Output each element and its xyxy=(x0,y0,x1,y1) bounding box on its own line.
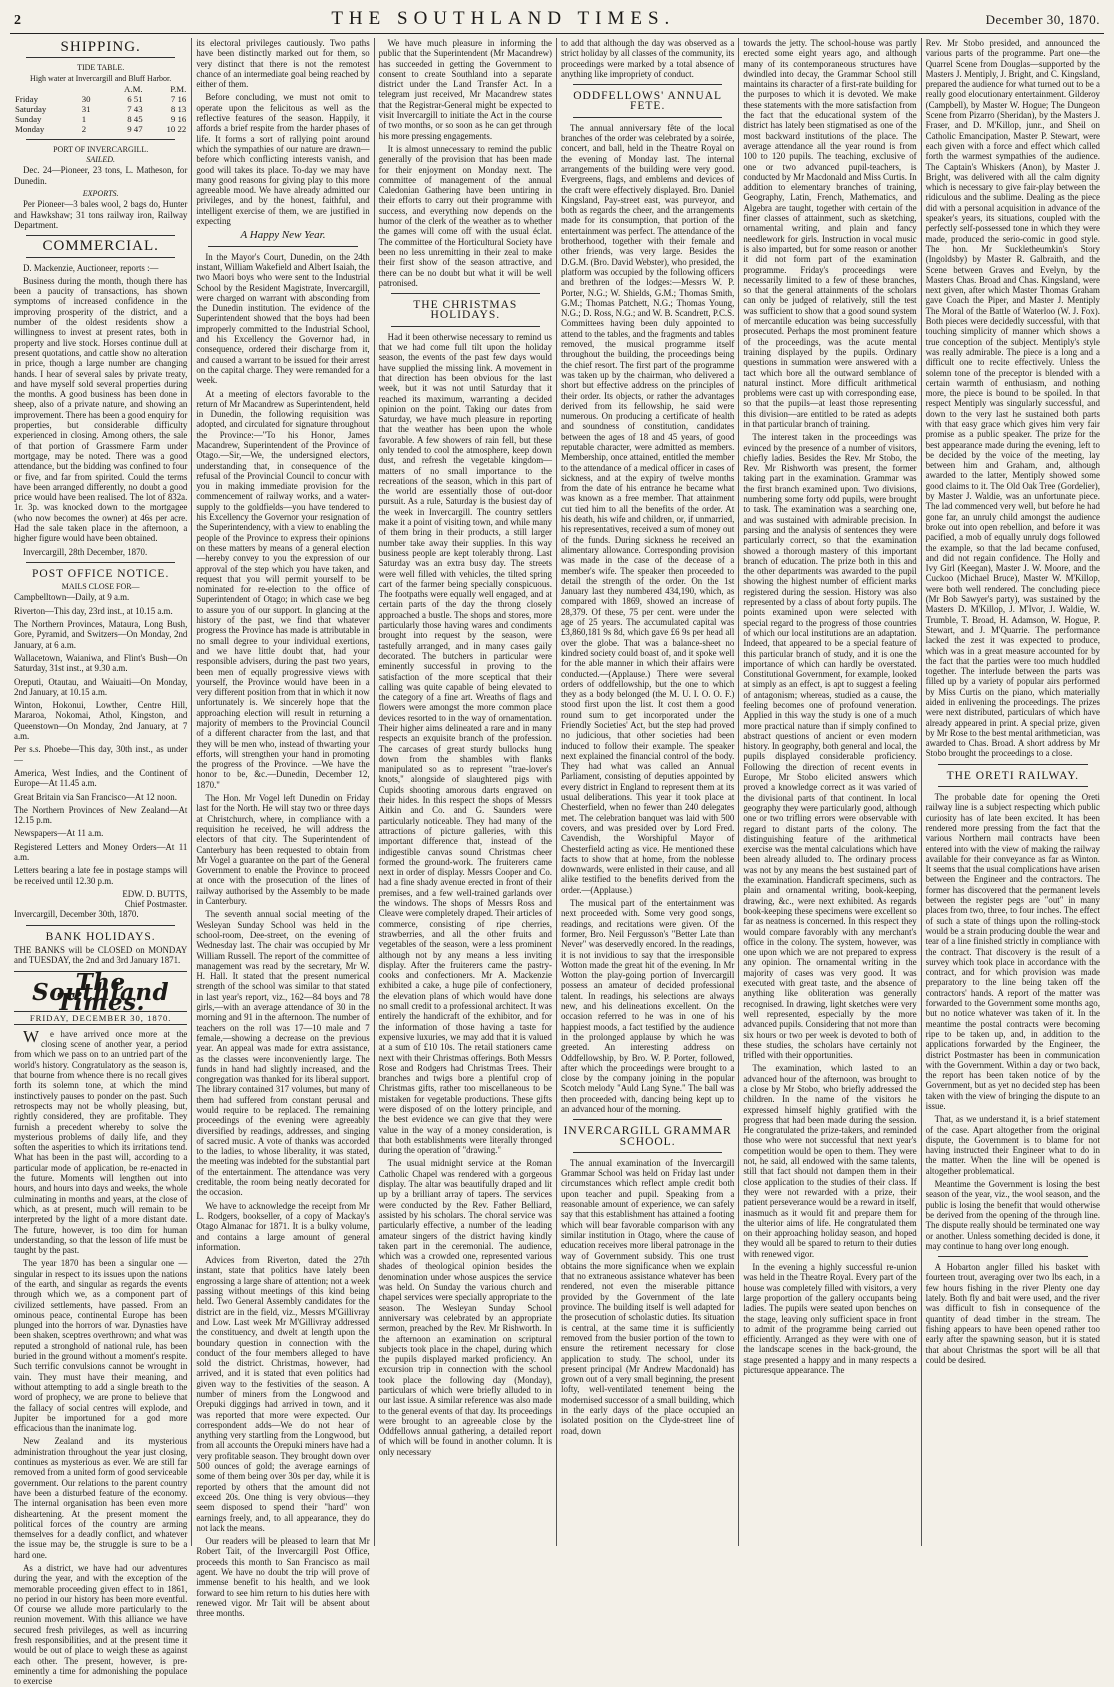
article-paragraph: The probable date for opening the Oreti railway line is a subject respecting which public curiosity has of late been excited. It has been rendered more pressing from the fact that the various Northern mail contracts have been entered into with the view of making the railway available for their conveyance as far as Winton. It seems that the usual complications have arisen between the Engineer and the contractors. The former has discovered that the permanent levels between the register pegs are "out" in many places from two, three, to four inches. The effect of such a state of things upon the rolling-stock would be a strain producing double the wear and tear of a line finished strictly in compliance with the contract. That discovery is the result of a survey which took place in accordance with the contract, and for which provision was made preparatory to the line being taken off the contractors' hands. A report of the matter was forwarded to the Government some months ago, but no notice whatever was taken of it. In the meantime the postal contracts were becoming ripe to be taken up, and, in addition to the applications forwarded by the Engineer, the district Postmaster has been in communication with the Government. Within a day or two back, the report has been taken notice of by the Government, but as yet no decided step has been taken with the view of bringing the dispute to an issue. xyxy=(925,792,1100,1111)
leader-paragraph: The year 1870 has been a singular one —singular in respect to its issues upon the nations of the earth, and singular as regards the events through which we, as a component part of civilized settlements, have passed. From an ominous peace, continental Europe has been plunged into the horrors of war. Dynasties have been shaken, sceptres overthrown; and what was reputed a stronghold of national rule, has been buried in the ground without a moment's respite. Such terrific convulsions cannot be wrought in vain. They must have their meaning, and without attempting to add a single breath to the word of prophecy, we are prone to believe that the fallacy of social centres will explode, and Jupiter be importuned for a god more efficacious than the inanimate log. xyxy=(14,1258,188,1434)
tide-col-header xyxy=(81,84,103,94)
column-4 xyxy=(557,38,739,1546)
divider xyxy=(26,257,175,258)
article-paragraph: The annual anniversary fête of the local branches of the order was celebrated by a soirée, concert, and ball, held in the Theatre Royal on the evening of Monday last. The internal arrangements of the building were very good. Evergreens, flags, and emblems and devices of the craft were effectively displayed. Bro. Daniel Kingsland, Pay-street east, was purveyor, and both as regards the cheer, and the arrangements made for its consumption, that portion of the entertainment was perfect. The attendance of the brotherhood, together with their female and other friends, was very large. Besides the D.G.M. (Bro. David Webster), who presided, the platform was occupied by the following officers and brethren of the lodges:—Messrs W. P. Porter, N.G.; W. Shields, G.M.; Thomas Smith, G.M.; Thomas Patchett, N.G.; Thomas Young, N.G.; D. Ross, N.G.; and W. B. Scandrett, P.C.S. Committees having been duly appointed to attend to the tables, and the fragments and tables removed, the musical programme itself throughout the building, the proceedings being the chief resort. The first part of the programme was taken up by the chairman, who delivered a short but effective address on the principles of their order. Its objects, or rather the advantages derived from its fellowship, he said were numerous. On producing a certificate of health and soundness of constitution, candidates between the ages of 18 and 45 years, of good reputable character, were admitted as members. Membership, once attained, entitled the member to the attendance of a medical officer in cases of sickness, and at the expiry of twelve months from the date of his entrance he became what was known as a free member. That attainment cut tied him to all the benefits of the order. At his death, his wife and children, or, if unmarried, his representatives, received a sum of money out of the funds. During sickness he received an alimentary allowance. Corresponding provision was made in the case of the decease of a member's wife. The speaker then proceeded to detail the strength of the order. On the 1st January last they numbered 434,190, which, as compared with 1869, showed an increase of 28,379. Of these, 75 per cent. were under the age of 25 years. The accumulated capital was £3,860,181 9s 8d, which gave £6 9s per head all over the globe. That was a balance-sheet no kindred society could boast of, and it spoke well for the able manner in which their affairs were conducted.—(Applause.) There were several orders of oddfellowship, but the one to which they as a body belonged (the M. U. I. O. O. F.) stood first upon the list. It cost them a good round sum to get incorporated under the Friendly Societies' Act, but the step had proved no judicious, that other societies had been induced to follow their example. The speaker next explained the financial control of the body. They had what was called an Annual Parliament, consisting of deputies appointed by every district in England to represent them at its usual deliberations. This year it took place at Chesterfield, when no fewer than 240 delegates met. The celebration banquet was laid with 500 covers, and was presided over by Lord Fred. Cavendish, the Worshipful Mayor of Chesterfield acting as vice. He mentioned these facts to show that at home, from the noblesse downwards, were enlisted in their cause, and all alike testified to the benefits derived from the order.—(Applause.) xyxy=(560,122,735,895)
post-signature-title: Chief Postmaster. xyxy=(124,899,188,910)
oreti-railway-heading: THE ORETI RAILWAY. xyxy=(946,769,1080,782)
tide-pm: 10 22 xyxy=(166,123,187,134)
shipping-heading: SHIPPING. xyxy=(60,39,141,55)
post-office-heading: POST OFFICE NOTICE. xyxy=(32,567,170,580)
mail-item: Registered Letters and Money Orders—At 11 a.m. xyxy=(14,841,188,862)
article-paragraph: Rev. Mr Stobo presided, and announced the various parts of the programme. Part one—the Quarrel Scene from Douglas—supported by the Masters J. Mentiply, J. Bright, and C. Kingsland, prepared the audience for what turned out to be a really good elocutionary entertainment. Gilderoy (Campbell), by Master W. Hogue; The Dungeon Scene from Pizarro (Sheridan), by the Masters J. Fraser, and D. M'Killop, junr., and Sheil on Catholic Emancipation, Master P. Stewart, were each given with a force and effect which called forth the warmest sympathies of the audience. The Captain's Whiskers (Anon), by Master J. Bright, was delivered with all the calm dignity which is necessary to give fair-play between the ridiculous and the sublime. Dealing as the piece did with a personal acquisition in advance of the speaker's years, its situations, coupled with the perfectly self-possessed tone in which they were made, produced the serio-comic in good style. The hon. Mr Suckletheumkin's Story (Ingoldsby) by Master R. Galbraith, and the Scene between Graves and Evelyn, by the Masters Chas. Broad and Chas. Kingsland, were next given, after which Master Thomas Graham gave Coach the Piper, and Master J. Mentiply The Moral of the Battle of Waterloo (W. J. Fox). Both pieces were decidedly successful, with that touching simplicity of manner which shows a true conception of the subject. Mentiply's style was really admirable. The piece is a long and a difficult one to recite effectively. Unless the solemn tone of the preceptor is blended with a certain warmth of enthusiasm, and nothing more, the piece is bound to be spoiled. In that respect Mentiply was singularly successful, and down to the very last he sustained both parts with that easy grace which gives him very fair promise as a public speaker. The prize for the best appearance made during the evening, left to be decided by the voice of the meeting, lay between him and Graham, and, although awarded to the latter, Mentiply showed some good claims to it. The Old Oak Tree (Gordelier), by Master J. Waldie, was an unfortunate piece. The lad commenced very well, but before he had gone far, an unruly child amongst the audience broke out into open rebellion, and before it was pacified, a mob of equally unruly dogs followed the example, so that the lad became confused, and did not regain confidence. The Holly and Ivy Girl (Keegan), Master J. W. Moore, and the Cuckoo (Michael Bruce), Master W. M'Killop, were both well rendered. The concluding piece (Mr Bob Sawyer's party), was sustained by the Masters D. M'Killop, J. M'Ivor, J. Waldie, W. Trumble, T. Broad, H. Adamson, W. Hogue, P. Stewart, and J. M'Quarrie. The performance lacked the zest it was expected to produce, which was in a great measure accounted for by the fact that the parties were too much huddled together. The interlude between the parts was filled up by a variety of popular airs performed by Miss Curtis on the piano, which materially aided in enlivening the proceedings. The prizes were next distributed, particulars of which have already appeared in print. A special prize, given by Mr Rose to the best mental arithmetician, was awarded to Chas. Broad. A short address by Mr Stobo brought the proceedings to a close. xyxy=(925,38,1100,759)
tide-col-header: A.M. xyxy=(124,83,143,94)
tide-table xyxy=(14,84,187,134)
divider xyxy=(391,326,540,327)
divider xyxy=(938,786,1088,787)
mail-item: Newspapers—At 11 a.m. xyxy=(14,828,104,839)
tide-am: 9 47 xyxy=(127,123,143,134)
grammar-school-heading: INVERCARGILL GRAMMAR SCHOOL. xyxy=(563,1125,732,1148)
mail-item: The Northern Provinces of New Zealand—At 12.15 p.m. xyxy=(14,804,188,826)
tide-row xyxy=(14,94,187,104)
paper-date: FRIDAY, DECEMBER 30, 1870. xyxy=(14,1011,187,1025)
article-paragraph: The musical part of the entertainment was next proceeded with. Some very good songs, readings, and recitations were given. Of the former, Bro. Neil Fergusson's "Better Late than Never" was deservedly encored. In the readings, it is not invidious to say that the irresponsible Wotton made the great hit of the evening. In Mr Wotton the play-going portion of Invercargill possess an amateur of decided professional talent. In readings, his selections are always new, and his delineations excellent. On the occasion referred to he was in one of his happiest moods, a fact testified by the audience in the prolonged applause by which he was greeted. An interesting address on Oddfellowship, by Bro. W. P. Porter, followed, after which the proceedings were brought to a close by the company joining in the popular Scotch melody "Auld Lang Syne." The ball was then proceeded with, dancing being kept up to an advanced hour of the morning. xyxy=(560,898,735,1114)
divider xyxy=(208,246,357,247)
divider xyxy=(26,925,175,926)
news-paragraph: At a meeting of electors favorable to the return of Mr Macandrew as Superintendent, held in Dunedin, the following requisition was adopted, and circulated for signature throughout the Province:—"To his Honor, James Macandrew, Superintendent of the Province of Otago.—Sir,—We, the undersigned electors, understanding that, in consequence of the refusal of the Provincial Council to concur with you in making immediate provision for the commencement of railway works, and a water-supply to the goldfields—you have tendered to his Excellency the Governor your resignation of the Superintendency, with a view to enabling the people of the Province to express their opinions on these matters by means of a general election—hereby convey to you the expression of our approval of the step which you have taken, and request that you will permit yourself to be nominated for re-election to the office of Superintendent of Otago; in which case we beg to assure you of our support. In glancing at the history of the past, we find that whatever progress the Province has made is attributable in no small degree to your individual exertions, and we have little doubt that, had your responsible advisers, during the past two years, been men of equally progressive views with yourself, the Province would have been in a very different position from that in which it now unfortunately is. We sincerely hope that the approaching election will result in returning a majority of members to the Provincial Council of a different character from the last, and that they will be men who, instead of thwarting your efforts, will strengthen your hand in promoting the progress of the Province. —We have the honor to be, &c.—Dunedin, December 12, 1870." xyxy=(196,388,370,790)
mail-item: Letters bearing a late fee in postage stamps will be received until 12.30 p.m. xyxy=(14,865,188,886)
tide-date: 30 xyxy=(81,93,91,104)
sailed-label: SAILED. xyxy=(86,155,115,165)
tide-date: 2 xyxy=(81,123,87,134)
mail-item: Per s.s. Phoebe—This day, 30th inst., as under— xyxy=(14,744,188,765)
divider xyxy=(938,764,1088,765)
article-paragraph: That, as we understand it, is a brief statement of the case. Apart altogether from the original dispute, the Government is to blame for not having instructed their Engineer what to do in the matter. When the line will be opened is altogether problematical. xyxy=(925,1114,1100,1176)
commercial-heading: COMMERCIAL. xyxy=(42,238,159,255)
article-paragraph: The annual examination of the Invercargill Grammar School was held on Friday last under circumstances which reflect ample credit both upon teacher and pupil. Speaking from a reasonable amount of experience, we can safely say that this establishment has attained a footing which will bear favorable comparison with any similar institution in Otago, where the cause of education receives more liberal patronage in the way of Government subsidy. This one trust obtains the more significance when we explain that no extraneous assistance whatever has been rendered, not even the miserable pittance provided by the Government of the late province. The building itself is well adapted for the prosecution of scholastic duties. Its situation is central, at the same time it is sufficiently removed from the busier portion of the town to ensure the retirement necessary for close application to study. The school, under its present principal (Mr Andrew Macdonald) has grown out of a very small beginning, the present lofty, well-ventilated tenement being the modernised successor of a small building, which in the early days of the place occupied an isolated position on the Clyde-street line of road, down xyxy=(560,1157,735,1436)
tide-pm: 8 13 xyxy=(170,103,187,114)
tide-pm: 7 16 xyxy=(170,93,187,104)
mails-label: MAILS CLOSE FOR— xyxy=(61,582,140,592)
tide-date: 31 xyxy=(81,103,91,114)
news-paragraph: The seventh annual social meeting of the Wesleyan Sunday School was held in the school-room, Dee-street, on the evening of Wednesday last. The chair was occupied by Mr William Russell. The report of the committee of management was read by the secretary, Mr W. H. Hall. It stated that the present numerical strength of the school was similar to that stated in last year's report, viz., 162—84 boys and 78 girls,—with an average attendance of 30 in the morning and 91 in the afternoon. The number of teachers on the roll was 17—10 male and 7 female,—showing a decrease on the previous year. An appeal was made for extra assistance, as the classes were inconveniently large. The funds in hand had slightly increased, and the congregation was thanked for its liberal support. The library contained 317 volumes, but many of them had suffered from constant perusal and would require to be replaced. The remaining proceedings of the evening were agreeably diversified by readings, addresses, and singing of sacred music. A vote of thanks was accorded to the ladies, to whose liberality, it was stated, the meeting was indebted for the substantial part of the entertainment. The attendance was very creditable, the room being neatly decorated for the occasion. xyxy=(196,909,370,1198)
divider xyxy=(573,1119,722,1120)
tide-pm: 9 16 xyxy=(170,113,187,124)
article-paragraph: to add that although the day was observed as a strict holiday by all classes of the community, its proceedings were marked by a total absence of anything like impropriety of conduct. xyxy=(560,38,735,79)
mail-item: Oreputi, Otautau, and Waiuaiti—On Monday, 2nd January, at 10.15 a.m. xyxy=(14,676,188,697)
tide-date: 1 xyxy=(81,113,87,124)
commercial-intro: D. Mackenzie, Auctioneer, reports :— xyxy=(23,262,159,273)
article-paragraph: Meantime the Government is losing the best season of the year, viz., the wool season, and the public is losing the benefit that would otherwise be derived from the opening of the through line. The dispute really should be terminated one way or another. Unless something decided is done, it may continue to hang over long enough. xyxy=(925,1179,1100,1251)
article-paragraph: Had it been otherwise necessary to remind us that we had come full tilt upon the holiday season, the events of the past few days would have supplied the missing link. A movement in that direction has been obvious for the last week, but it was not until Saturday that it reached its maximum, warranting a decided opinion on the point. Taking our dates from Saturday, we have much pleasure in reporting that the weather has been upon the whole favorable. A few showers of rain fell, but these only tended to cool the atmosphere, keep down dust, and refresh the vegetable kingdom—matters of no small importance to the recreations of the season, which in this part of the world are essentially those of out-door pursuit. As a rule, Saturday is the busiest day of the week in Invercargill. The country settlers make it a point of visiting town, and while many of them bring in their products, a still larger number take away their supplies. In this way business people are kept tolerably throng. Last Saturday was an extra busy day. The streets were well filled with vehicles, the tilted spring cart of the farmer being specially conspicuous. The footpaths were equally well engaged, and at certain parts of the day the throng closely approached a bustle. The shops and stores, more particularly those having wares and condiments brought into request by the season, were tastefully arranged, and in many cases gaily decorated. The butchers in particular were eminently successful in proving to the satisfaction of the more sceptical that their calling was quite capable of being elevated to the category of a fine art. Wreaths of flags and flowers were amongst the more common place devices resorted to in the way of ornamentation. Their higher aims delineated a rare and in many respects an exquisite branch of the profession. The carcases of great sturdy bullocks hung down from the shambles with flanks manipulated so as to represent "trae-lover's knots," alongside of slaughtered pigs with Cupids shooting amorous darts engraved on their hides. In this respect the shops of Messrs Aitkin and Co. and G. Saunders were particularly noticeable. They had many of the attractions of picture galleries, with this important difference that, instead of the indigestible canvas sound Christmas cheer formed the ground-work. The fruiterers came next in order of display. Messrs Cooper and Co. had a fine shady avenue erected in front of their premises, and a few well-trained garlands over the windows. The shops of Messrs Ross and Cleave were completely draped. Their articles of commerce, consisting of ripe cherries, strawberries, and all the other fruits and vegetables of the season, were a less prominent although not by any means a less inviting display. After the fruiterers came the pastry-cooks and confectioners. Mr A. Mackenzie exhibited a cake, a huge pile of confectionery, the elevation plans of which would have done no small credit to a professional architect. It was entirely the handicraft of the exhibitor, and for the information of those having a taste for expensive luxuries, we may add that it is valued at a sum of £10 10s. The retail stationers came next with their Christmas offerings. Both Messrs Rose and Rodgers had Christmas Trees. Their branches and twigs bore a plentiful crop of Christmas gifts, rather too miscellaneous to be mistaken for vegetable productions. These gifts were disposed of on the lottery principle, and the best evidence we can give that they were value in the way of a money consideration, is that both establishments were literally thronged during the operation of "drawing." xyxy=(378,331,552,1156)
tide-am: 6 51 xyxy=(127,93,143,104)
divider xyxy=(573,84,722,85)
leader-paragraph: As a district, we have had our adventures during the year, and with the exception of the memorable proceeding given effect to in 1861, no period in our history has been more eventful. Of course we allude more particularly to the reunion movement. With this alliance we have secured fresh privileges, as well as incurring fresh responsibilities, and at the present time it would be out of place to weigh these as against each other. The present, however, is pre-eminently a time for admonishing the populace to exercise xyxy=(14,1563,188,1687)
mail-item: Winton, Hokonui, Lowther, Centre Hill, Mararoa, Nokomai, Athol, Kingston, and Queenstown—On Monday, 2nd January, at 7 a.m. xyxy=(14,700,188,742)
column-2 xyxy=(192,38,374,1619)
news-paragraph: It is almost unnecessary to remind the public generally of the provision that has been made for their enjoyment on Monday next. The committee of management of the annual Caledonian Gathering have been untiring in their efforts to carry out their programme with success, and everything now depends on the humor of the clerk of the weather as to whether the games will come off with the usual éclat. The committee of the Horticultural Society have been no less unremitting in their zeal to make their first show of the season attractive, and there can be no doubt but what it will be well patronised. xyxy=(378,143,552,288)
paper-name: The Southland Times. xyxy=(32,968,170,1017)
post-signature-name: EDW. D. BUTTS, xyxy=(122,888,188,899)
mail-item: The Northern Provinces, Mataura, Long Bush, Gore, Pyramid, and Switzers—On Monday, 2nd January, at 6 a.m. xyxy=(14,619,188,650)
tide-day: Monday xyxy=(15,123,45,134)
masthead-date: December 30, 1870. xyxy=(985,12,1100,27)
page-masthead xyxy=(10,6,1104,34)
column-1 xyxy=(10,38,192,1687)
article-paragraph: The examination, which lasted to an advanced hour of the afternoon, was brought to a close by Mr Stobo, who briefly addressed the children. In the name of the visitors he expressed himself highly gratified with the progress that had been made during the session. He congratulated the prize-takers, and reminded those who were not successful that next year's competition would be open to them. They were not, he said, all endowed with the same talents, still that fact should not dampen them in their close application to the studies of their class. If they were not rewarded with a prize, their patient perseverance would be a reward in itself, inasmuch as it would fit and prepare them for the ulterior aims of life. He congratulated them on their approaching holiday season, and hoped they would all be spared to return to their duties with renewed vigor. xyxy=(743,1063,917,1259)
news-paragraph: We have much pleasure in informing the public that the Superintendent (Mr Macandrew) has succeeded in getting the Government to consent to create Southland into a separate district under the Land Transfer Act. In a telegram just received, Mr Macandrew states that the Registrar-General might be expected to visit Invercargill to initiate the Act in the course of two months, or so soon as he can get through his more pressing engagements. xyxy=(378,38,552,141)
divider xyxy=(391,293,540,294)
mail-item: Great Britain via San Francisco—At 12 noon. xyxy=(14,791,177,802)
exports-text: Per Pioneer—3 bales wool, 2 bags do, Hunter and Hawkshaw; 31 tons railway iron, Railway Department. xyxy=(14,199,188,230)
article-paragraph: The usual midnight service at the Roman Catholic Chapel was rendered with a gorgeous display. The altar was beautifully draped and lit up by a brilliant array of tapers. The services were conducted by the Rev. Father Belliard, assisted by his scholars. The choral service was particularly effective, a number of the leading amateur singers of the district having kindly taken part in the ceremonial. The audience, which was a crowded one, represented various shades of theological opinion besides the denomination under whose auspices the service was held. On Sunday the various church and chapel services were specially appropriate to the season. The Wesleyan Sunday School anniversary was celebrated by an appropriate sermon, preached by the Rev. Mr Rishworth. In the afternoon an examination on scriptural subjects took place in the chapel, during which the pupils displayed marked proficiency. An excursion trip in connection with the school took place the following day (Monday), particulars of which were briefly alluded to in our last issue. A similar reference was also made to the general events of that day. Its proceedings were brought to an agreeable close by the Oddfellows annual gathering, a detailed report of which will be found in another column. It is only necessary xyxy=(378,1158,552,1457)
article-paragraph: towards the jetty. The school-house was partly erected some eight years ago, and although many of its contemporaneous structures have dwindled into decay, the Grammar School still maintains its character of a first-rate building for the purposes to which it is devoted. We make these statements with the more satisfaction from the fact that the educational system of the district has lately been stigmatised as one of the most backward institutions of the place. The average attendance all the year round is from 100 to 120 pupils. The teaching, exclusive of one or two advanced pupil-teachers, is conducted by Mr Macdonald and Miss Curtis. In addition to elementary branches of training, Geography, Latin, French, Mathematics, and Algebra are taught, together with certain of the finer classes of attainment, such as sketching, ornamental writing, and plain and fancy needlework for girls. Instruction in vocal music is also imparted, but for some reason or another it did not form part of the examination programme. Friday's proceedings were necessarily limited to a few of these branches, so that the general attainments of the scholars can only be judged of relatively, still the test was sufficient to show that a good sound system of mercantile education was being successfully prosecuted. Perhaps the most prominent feature of the proceedings, was the acute mental training displayed by the pupils. Ordinary questions in summation were answered with a tact which bore all the outward semblance of natural instinct. More difficult arithmetical problems were cast up with corresponding ease, so that the pupils—at least those representing this division—are entitled to be rated as adepts in that particular branch of training. xyxy=(743,38,917,429)
tide-heading: TIDE TABLE. xyxy=(77,63,125,73)
commercial-report: Business during the month, though there has been a paucity of transactions, has shown symptoms of increased confidence in the improving prosperity of the district, and a number of the oldest residents show a willingness to invest at present rates, both in property and live stock. Horses continue dull at present quotations, and cattle show no alteration in price, though a large number are changing hands. I hear of several sales by private treaty, and have myself sold several properties during the months. A good business has been done in sheep, also of a private nature, and showing an improvement. There has been a good enquiry for properties, but considerable difficulty experienced in closing. Among others, the sale of that portion of Grassmere Farm under mortgage, may be noted. There was a good attendance, but the bidding was confined to four or five, and far from spirited. Could the terms have been arranged differently, no doubt a good price would have been realised. The lot of 832a. 1r. 3p. was knocked down to the mortgagee (who now becomes the owner) at 46s per acre. Had the sale taken place in the afternoon, a higher figure would have been obtained. xyxy=(14,275,188,544)
news-paragraph: In the Mayor's Court, Dunedin, on the 24th instant, William Wakefield and Albert Isaiah, the two Maori boys who were sent to the Industrial School by the Resident Magistrate, Invercargill, were charged on warrant with absconding from the Dunedin institution. The evidence of the Superintendent showed that the boys had been improperly committed to the Industrial School, and his Excellency the Governor had, in consequence, ordered their discharge from it, and caused a warrant to be issued for their arrest on the capital charge. They were remanded for a week. xyxy=(196,251,370,386)
news-paragraph: The Hon. Mr Vogel left Dunedin on Friday last for the North. He will stay two or three days at Christchurch, where, in compliance with a requisition he received, he will address the electors of that city. The Superintendent of Canterbury has been requested to obtain from Mr Vogel a guarantee on the part of the General Government to enable the Province to proceed at once with the prosecution of the lines of railway authorised by the Assembly to be made in Canterbury. xyxy=(196,793,370,907)
mail-item: Wallacetown, Waianiwa, and Flint's Bush—On Saturday, 31st inst., at 9.30 a.m. xyxy=(14,652,188,674)
tide-am: 8 45 xyxy=(127,113,143,124)
column-3 xyxy=(375,38,557,1546)
divider xyxy=(573,117,722,118)
new-year-line: A Happy New Year. xyxy=(240,229,326,242)
divider xyxy=(26,562,175,563)
christmas-holidays-heading: THE CHRISTMAS HOLIDAYS. xyxy=(413,299,518,322)
tide-intro: High water at Invercargill and Bluff Harbor. xyxy=(30,73,172,83)
news-paragraph: Advices from Riverton, dated the 27th instant, state that politics have lately been engrossing a large share of attention; not a week passing without meetings of this kind being held. Two General Assembly candidates for the district are in the field, viz., Messrs M'Gillivray and Low. Last week Mr M'Gillivray addressed the constituency, and dwelt at length upon the boundary question in connection with the conduct of the four members alleged to have sold the district. Christmas, however, had arrived, and it is stated that even politics had given way to the festivities of the season. A number of miners from the Longwood and Orepuki diggings had arrived in town, and it was reported that more were expected. Our correspondent adds—We do not hear of anything very startling from the Longwood, but from all accounts the Orepuki miners have had a very profitable season. They brought down over 500 ounces of gold; the average earnings of some of them being over 30s per day, while it is reported by others that the amount did not exceed 20s. One thing is very obvious—they seem disposed to spend their "hard" won earnings freely, and, to all appearance, they do not lack the means. xyxy=(196,1255,370,1533)
article-paragraph: Before concluding, we must not omit to operate upon the felicitous as well as the reflective features of the season. Happily, it affords a brief respite from the harder phases of life. It forms a sort of rallying point around which the sympathies of our nature are drawn—before which conflicting interests vanish, and good will takes its place. To-day we may have many good reasons for giving play to this more agreeable mood. We have already admitted our privileges, and by the honest, faithful, and intelligent exercise of them, we are justified in expecting xyxy=(196,92,370,227)
post-date: Invercargill, December 30th, 1870. xyxy=(14,909,139,920)
tide-day: Saturday xyxy=(15,103,47,114)
bank-holidays-text: THE BANKS will be CLOSED on MONDAY and TUESDAY, the 2nd and 3rd January 1871. xyxy=(14,945,188,966)
oddfellows-heading: ODDFELLOWS' ANNUAL FETE. xyxy=(573,90,723,113)
divider xyxy=(26,139,175,140)
leader-paragraph: New Zealand and its mysterious administration throughout the year just closing, continues as mysterious as ever. We are still far removed from a united form of good serviceable government. Our relations to the parent country have been a disturbed feature of the economy. The internal organisation has been even more disheartening. At the present moment the political forces of the country are arming themselves for a deadly conflict, and whatever the issue may be, the struggle is sure to be a hard one. xyxy=(14,1436,188,1560)
mail-item: America, West Indies, and the Continent of Europe—At 11.45 a.m. xyxy=(14,767,188,789)
divider xyxy=(26,235,175,236)
divider xyxy=(26,57,175,58)
column-5 xyxy=(739,38,921,1546)
mail-item: Campbelltown—Daily, at 9 a.m. xyxy=(14,592,130,603)
tide-col-header xyxy=(14,84,81,94)
news-paragraph: A Hobarton angler filled his basket with fourteen trout, averaging over two lbs each, in a few hours fishing in the river Plenty one day lately. Both fly and bait were used, and the river was difficult to fish in consequence of the quantity of dead timber in the stream. The fishing appears to have been opened rather too early after the spawning season, but it is stated that about Christmas the sport will be all that could be desired. xyxy=(925,1262,1100,1365)
port-heading: PORT OF INVERCARGILL. xyxy=(53,144,149,154)
masthead-title: THE SOUTHLAND TIMES. xyxy=(331,8,676,29)
article-paragraph: its electoral privileges cautiously. Two paths have been distinctly marked out for them, so very distinct that there is not the remotest chance of an intermediate goal being reached by either of them. xyxy=(196,38,370,90)
tide-col-header: P.M. xyxy=(170,83,187,94)
tide-day: Sunday xyxy=(15,113,42,124)
tide-row xyxy=(14,114,187,124)
divider xyxy=(938,1256,1088,1257)
tide-row xyxy=(14,104,187,114)
tide-row xyxy=(14,124,187,134)
commercial-date: Invercargill, 28th December, 1870. xyxy=(23,546,148,557)
article-paragraph: In the evening a highly successful re-union was held in the Theatre Royal. Every part of the house was completely filled with visitors, a very large proportion of the gallery occupants being ladies. The pupils were seated upon benches on the stage, leaving only sufficient space in front to admit of the programme being carried out efficiently. Arranged as they were with one of the landscape scenes in the back-ground, the stage presented a happy and in many respects a picturesque appearance. The xyxy=(743,1262,917,1375)
column-6 xyxy=(922,38,1104,1546)
mail-item: Riverton—This day, 23rd inst., at 10.15 a.m. xyxy=(14,605,173,616)
sailed-text: Dec. 24—Pioneer, 23 tons, L. Matheson, for Dunedin. xyxy=(14,165,188,186)
columns xyxy=(10,38,1104,1687)
news-paragraph: Our readers will be pleased to learn that Mr Robert Tait, of the Invercargill Post Office, proceeds this month to San Francisco as mail agent. We have no doubt the trip will prove of immense benefit to his health, and we look forward to see him return to his duties here with renewed vigor. Mr Tait will be absent about three months. xyxy=(196,1536,370,1619)
news-paragraph: We have to acknowledge the receipt from Mr L. Rodgers, bookseller, of a copy of Mackay's Otago Almanac for 1871. It is a bulky volume, and contains a large amount of general information. xyxy=(196,1200,370,1252)
bank-holidays-heading: BANK HOLIDAYS. xyxy=(45,930,156,943)
tide-day: Friday xyxy=(15,93,38,104)
leader-paragraph: We have arrived once more at the closing scene of another year, a period from which we pass on to an untried part of the world's history. Congratulatory as the season is, that bourne from whence there is no recall gives forth its solemn tone, at which the mind instinctively pauses to ponder on the past. Such retrospects may not be wholly pleasing, but, rightly considered, they are profitable. They furnish a precedent whereby to solve the mysterious problems of daily life, and they soften the asperities to which its irritations tend. What has been in the past will, according to a particular mode of application, be re-enacted in the future. Moments will lengthen out into hours, and hours into days and weeks, the whole culminating in months and years, at the close of which, as at present, much will remain to be interpreted by the light of a more distant date. The future, however, is too dim for human understanding, so that the lesson of life must be taught by the past. xyxy=(14,1026,188,1256)
divider xyxy=(573,1152,722,1153)
tide-am: 7 43 xyxy=(127,103,143,114)
page-number: 2 xyxy=(14,13,21,28)
article-paragraph: The interest taken in the proceedings was evinced by the presence of a number of visitors, chiefly ladies. Besides the Rev. Mr Stobo, the Rev. Mr Rishworth was present, the former taking part in the examination. Grammar was the first branch examined upon. Two divisions, numbering some forty odd pupils, were brought to task. The examination was a searching one, and was sustained with admirable precision. In parsing and the analysis of sentences they were particularly correct, so that the examination showed a thorough mastery of this important branch of education. The prize both in this and the other departments was awarded to the pupil showing the highest number of efficient marks registered during the session. History was also represented by a class of about forty pupils. The points examined upon were selected with special regard to the progress of those countries of which our local institutions are an adaptation. Indeed, that appeared to be a special feature of this particular branch of study, and it is one the importance of which can hardly be overstated. Constitutional Government, for example, looked at simply as an effect, is apt to suggest a feeling of antagonism; whereas, studied as a cause, the feeling becomes one of profound veneration. Applied in this way the study is one of a much more practical nature than if simply confined to abstract questions of ancient or even modern history. In geography, both general and local, the pupils displayed considerable proficiency. Following the direction of recent events in Europe, Mr Stobo elicited answers which proved a knowledge correct as it was varied of the divisional parts of that continent. In local geography they were particularly good, although one or two trifling errors were observable with regard to distant parts of the colony. The distinguishing feature of the arithmetical exercise was the mental calculations which have been already alluded to. The ordinary process was not by any means the best sustained part of the examination. Handicraft specimens, such as plain and ornamental writing, book-keeping, drawing, &c., were next exhibited. As regards book-keeping these specimens were excellent so far as neatness is concerned. In this respect they would compare favorably with any merchant's office in the colony. The system, however, was one upon which we are not prepared to express any opinion. The ornamental writing in the majority of cases was very good. It was executed with great taste, and the absence of anything like obliteration was generally recognised. In drawing, light sketches were very well represented, especially by the more advanced pupils. Considering that not more than six hours or two per week is devoted to both of these studies, the scholars have certainly not trifled with their opportunities. xyxy=(743,432,917,1061)
tide-header-row xyxy=(14,84,187,94)
exports-label: EXPORTS. xyxy=(82,189,119,199)
